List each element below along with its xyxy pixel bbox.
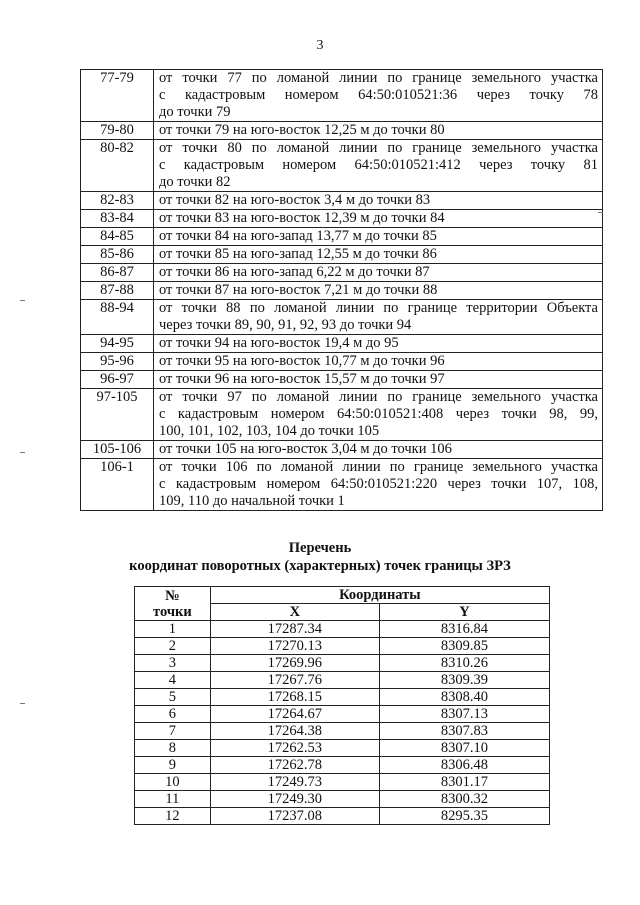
segment-row — [81, 122, 603, 140]
boundary-segments-table — [80, 69, 603, 511]
segment-points: 94-95 — [81, 335, 154, 353]
header-point-number — [135, 587, 211, 621]
segment-row — [81, 282, 603, 300]
coordinates-table — [134, 586, 550, 825]
segment-description-line: через точки 89, 90, 91, 92, 93 до точки 94 — [159, 317, 412, 333]
segment-description — [154, 122, 603, 140]
header-num-label: точки — [153, 603, 192, 620]
point-number: 11 — [135, 791, 211, 808]
coords-row — [135, 621, 550, 638]
segment-description-line: от точки 85 на юго-запад 12,55 м до точки 86 — [159, 246, 437, 262]
segment-description — [154, 246, 603, 264]
segment-description-line: от точки 106 по ломаной линии по границе земельного участка — [159, 459, 598, 475]
point-number: 8 — [135, 740, 211, 757]
coord-x: 17249.30 — [210, 791, 379, 808]
segment-description — [154, 459, 603, 511]
segment-description-line: до точки 82 — [159, 174, 231, 190]
margin-tick — [598, 212, 603, 213]
coords-heading-subtitle: координат поворотных (характерных) точек границы ЗРЗ — [129, 558, 511, 574]
coord-x: 17237.08 — [210, 808, 379, 825]
point-number: 10 — [135, 774, 211, 791]
point-number: 7 — [135, 723, 211, 740]
segment-description-line: от точки 82 на юго-восток 3,4 м до точки 83 — [159, 192, 431, 208]
segment-description — [154, 371, 603, 389]
coord-y: 8301.17 — [379, 774, 549, 791]
coord-x: 17262.53 — [210, 740, 379, 757]
segment-row — [81, 140, 603, 192]
segment-row — [81, 192, 603, 210]
segment-points: 80-82 — [81, 140, 154, 192]
page-number: 3 — [316, 38, 324, 53]
segment-description — [154, 353, 603, 371]
segment-description-line: от точки 95 на юго-восток 10,77 м до точки 96 — [159, 353, 445, 369]
segment-description-line: от точки 97 по ломаной линии по границе земельного участка — [159, 389, 598, 405]
segment-points: 106-1 — [81, 459, 154, 511]
segment-row — [81, 353, 603, 371]
point-number: 1 — [135, 621, 211, 638]
coord-y: 8308.40 — [379, 689, 549, 706]
coord-y: 8307.83 — [379, 723, 549, 740]
segment-points: 77-79 — [81, 70, 154, 122]
segment-points: 87-88 — [81, 282, 154, 300]
segment-row — [81, 300, 603, 335]
segment-points: 88-94 — [81, 300, 154, 335]
margin-tick — [20, 300, 25, 301]
point-number: 4 — [135, 672, 211, 689]
segment-description-line: с кадастровым номером 64:50:010521:36 через точку 78 — [159, 87, 598, 103]
margin-tick — [20, 452, 25, 453]
point-number: 5 — [135, 689, 211, 706]
point-number: 12 — [135, 808, 211, 825]
segment-points: 79-80 — [81, 122, 154, 140]
segment-description — [154, 389, 603, 441]
coord-x: 17264.38 — [210, 723, 379, 740]
coord-x: 17268.15 — [210, 689, 379, 706]
segment-description — [154, 441, 603, 459]
segment-description — [154, 210, 603, 228]
segment-description-line: от точки 84 на юго-запад 13,77 м до точки 85 — [159, 228, 437, 244]
segment-description-line: до точки 79 — [159, 104, 231, 120]
header-coordinates: Координаты — [210, 587, 549, 604]
coords-row — [135, 689, 550, 706]
segment-points: 85-86 — [81, 246, 154, 264]
segment-description-line: от точки 88 по ломаной линии по границе территории Объекта — [159, 300, 598, 316]
coords-row — [135, 791, 550, 808]
coords-row — [135, 757, 550, 774]
segment-points: 84-85 — [81, 228, 154, 246]
segment-points: 83-84 — [81, 210, 154, 228]
segment-description-line: 109, 110 до начальной точки 1 — [159, 493, 345, 509]
segment-description — [154, 228, 603, 246]
segment-description — [154, 300, 603, 335]
point-number: 2 — [135, 638, 211, 655]
segment-description — [154, 335, 603, 353]
coord-y: 8300.32 — [379, 791, 549, 808]
segment-row — [81, 441, 603, 459]
coord-x: 17249.73 — [210, 774, 379, 791]
coords-header-row — [135, 587, 550, 604]
segment-points: 86-87 — [81, 264, 154, 282]
coord-x: 17270.13 — [210, 638, 379, 655]
segment-description-line: с кадастровым номером 64:50:010521:412 через точку 81 — [159, 157, 598, 173]
segment-description-line: от точки 80 по ломаной линии по границе земельного участка — [159, 140, 598, 156]
point-number: 9 — [135, 757, 211, 774]
coord-x: 17269.96 — [210, 655, 379, 672]
coord-x: 17262.78 — [210, 757, 379, 774]
segment-row — [81, 210, 603, 228]
segment-points: 96-97 — [81, 371, 154, 389]
segment-points: 95-96 — [81, 353, 154, 371]
segment-description-line: от точки 96 на юго-восток 15,57 м до точки 97 — [159, 371, 445, 387]
segment-row — [81, 371, 603, 389]
coords-row — [135, 672, 550, 689]
coords-row — [135, 808, 550, 825]
coords-row — [135, 706, 550, 723]
coord-x: 17267.76 — [210, 672, 379, 689]
segment-description — [154, 282, 603, 300]
segment-description-line: от точки 79 на юго-восток 12,25 м до точки 80 — [159, 122, 445, 138]
segment-description-line: 100, 101, 102, 103, 104 до точки 105 — [159, 423, 380, 439]
segment-description — [154, 264, 603, 282]
coords-heading-title: Перечень — [288, 540, 352, 556]
segment-description-line: с кадастровым номером 64:50:010521:220 через точки 107, 108, — [159, 476, 598, 492]
coord-y: 8309.85 — [379, 638, 549, 655]
segment-description — [154, 192, 603, 210]
coord-x: 17264.67 — [210, 706, 379, 723]
segment-row — [81, 335, 603, 353]
segment-row — [81, 389, 603, 441]
coord-x: 17287.34 — [210, 621, 379, 638]
segment-points: 97-105 — [81, 389, 154, 441]
coords-row — [135, 740, 550, 757]
segment-description-line: от точки 86 на юго-запад 6,22 м до точки 87 — [159, 264, 430, 280]
segment-row — [81, 246, 603, 264]
header-x: X — [210, 604, 379, 621]
segment-row — [81, 459, 603, 511]
segment-row — [81, 228, 603, 246]
margin-tick — [20, 703, 25, 704]
segment-description — [154, 140, 603, 192]
coord-y: 8295.35 — [379, 808, 549, 825]
segment-points: 105-106 — [81, 441, 154, 459]
coord-y: 8307.13 — [379, 706, 549, 723]
segment-description-line: от точки 105 на юго-восток 3,04 м до точки 106 — [159, 441, 452, 457]
coord-y: 8309.39 — [379, 672, 549, 689]
segment-description-line: от точки 94 на юго-восток 19,4 м до 95 — [159, 335, 399, 351]
coords-row — [135, 723, 550, 740]
segment-description — [154, 70, 603, 122]
segment-row — [81, 70, 603, 122]
segment-description-line: от точки 83 на юго-восток 12,39 м до точки 84 — [159, 210, 445, 226]
coord-y: 8316.84 — [379, 621, 549, 638]
header-y: Y — [379, 604, 549, 621]
point-number: 3 — [135, 655, 211, 672]
coords-row — [135, 638, 550, 655]
segment-points: 82-83 — [81, 192, 154, 210]
segment-description-line: с кадастровым номером 64:50:010521:408 через точки 98, 99, — [159, 406, 598, 422]
point-number: 6 — [135, 706, 211, 723]
coord-y: 8306.48 — [379, 757, 549, 774]
header-num-symbol: № — [165, 587, 180, 604]
coord-y: 8310.26 — [379, 655, 549, 672]
coords-row — [135, 655, 550, 672]
segment-description-line: от точки 87 на юго-восток 7,21 м до точки 88 — [159, 282, 438, 298]
coords-row — [135, 774, 550, 791]
segment-row — [81, 264, 603, 282]
segment-description-line: от точки 77 по ломаной линии по границе земельного участка — [159, 70, 598, 86]
coord-y: 8307.10 — [379, 740, 549, 757]
